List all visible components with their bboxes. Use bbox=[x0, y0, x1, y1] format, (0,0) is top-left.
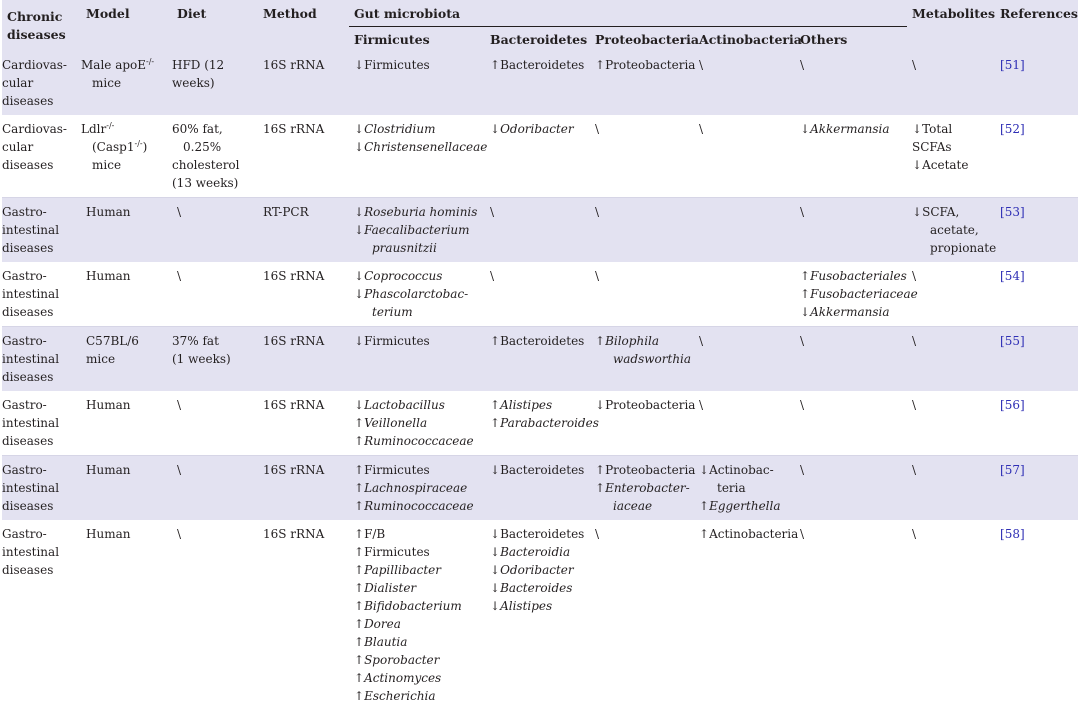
cell-actinobacteria: \ bbox=[694, 327, 795, 392]
cell-others: \ bbox=[795, 198, 907, 263]
cell-metabolites: ↓Total SCFAs ↓Acetate bbox=[907, 115, 995, 198]
cell-reference bbox=[995, 198, 1078, 263]
cell-model: Human bbox=[81, 391, 172, 456]
reference-link[interactable]: [54] bbox=[1000, 269, 1025, 283]
cell-method: 16S rRNA bbox=[258, 262, 349, 327]
cell-firmicutes: ↑Firmicutes ↑Lachnospiraceae ↑Ruminococcaceae bbox=[349, 456, 485, 521]
cell-disease: Gastro- intestinal diseases bbox=[2, 456, 81, 521]
header-actinobacteria: Actinobacteria bbox=[694, 27, 795, 52]
cell-diet: \ bbox=[172, 198, 258, 263]
cell-proteobacteria: ↑Bilophila wadsworthia bbox=[590, 327, 694, 392]
cell-method: 16S rRNA bbox=[258, 327, 349, 392]
cell-metabolites: \ bbox=[907, 456, 995, 521]
cell-proteobacteria: \ bbox=[590, 198, 694, 263]
cell-proteobacteria: \ bbox=[590, 262, 694, 327]
table-row bbox=[2, 262, 1078, 327]
header-method: Method bbox=[258, 0, 349, 51]
reference-link[interactable]: [53] bbox=[1000, 205, 1025, 219]
cell-reference bbox=[995, 327, 1078, 392]
table-row bbox=[2, 456, 1078, 521]
cell-firmicutes: ↑F/B ↑Firmicutes ↑Papillibacter ↑Dialister ↑Bifidobacterium ↑Dorea ↑Blautia ↑Sporobacter ↑Actinomyces ↑Escherichia bbox=[349, 520, 485, 710]
cell-others: ↓Akkermansia bbox=[795, 115, 907, 198]
cell-others: \ bbox=[795, 391, 907, 456]
header-chronic-diseases: Chronic diseases bbox=[2, 0, 81, 51]
cell-reference bbox=[995, 51, 1078, 115]
header-metabolites: Metabolites bbox=[907, 0, 995, 51]
cell-reference bbox=[995, 391, 1078, 456]
cell-firmicutes: ↓Lactobacillus ↑Veillonella ↑Ruminococcaceae bbox=[349, 391, 485, 456]
cell-method: 16S rRNA bbox=[258, 115, 349, 198]
header-diet: Diet bbox=[172, 0, 258, 51]
cell-proteobacteria: ↑Proteobacteria bbox=[590, 51, 694, 115]
cell-method: 16S rRNA bbox=[258, 391, 349, 456]
cell-firmicutes: ↓Firmicutes bbox=[349, 51, 485, 115]
cell-proteobacteria: ↑Proteobacteria ↑Enterobacter- iaceae bbox=[590, 456, 694, 521]
header-others: Others bbox=[795, 27, 907, 52]
cell-bacteroidetes: ↓Bacteroidetes bbox=[485, 456, 590, 521]
cell-diet: \ bbox=[172, 456, 258, 521]
cell-method: 16S rRNA bbox=[258, 51, 349, 115]
table-header bbox=[2, 0, 1078, 51]
cell-model: C57BL/6 mice bbox=[81, 327, 172, 392]
cell-metabolites: \ bbox=[907, 262, 995, 327]
cell-metabolites: \ bbox=[907, 520, 995, 710]
cell-metabolites: \ bbox=[907, 51, 995, 115]
cell-actinobacteria: \ bbox=[694, 391, 795, 456]
table-row bbox=[2, 391, 1078, 456]
cell-others: \ bbox=[795, 456, 907, 521]
reference-link[interactable]: [56] bbox=[1000, 398, 1025, 412]
cell-firmicutes: ↓Clostridium ↓Christensenellaceae bbox=[349, 115, 485, 198]
header-model: Model bbox=[81, 0, 172, 51]
cell-firmicutes: ↓Coprococcus ↓Phascolarctobac- terium bbox=[349, 262, 485, 327]
cell-proteobacteria: \ bbox=[590, 520, 694, 710]
cell-disease: Gastro- intestinal diseases bbox=[2, 327, 81, 392]
reference-link[interactable]: [57] bbox=[1000, 463, 1025, 477]
cell-bacteroidetes: \ bbox=[485, 198, 590, 263]
cell-bacteroidetes: ↑Alistipes ↑Parabacteroides bbox=[485, 391, 590, 456]
cell-model: Human bbox=[81, 520, 172, 710]
table-row bbox=[2, 51, 1078, 115]
table-row bbox=[2, 198, 1078, 263]
reference-link[interactable]: [58] bbox=[1000, 527, 1025, 541]
header-gut-microbiota: Gut microbiota bbox=[349, 0, 907, 27]
table-row bbox=[2, 115, 1078, 198]
cell-method: 16S rRNA bbox=[258, 456, 349, 521]
cell-model: Male apoE-/- mice bbox=[81, 51, 172, 115]
cell-bacteroidetes: ↓Bacteroidetes ↓Bacteroidia ↓Odoribacter ↓Bacteroides ↓Alistipes bbox=[485, 520, 590, 710]
cell-method: RT-PCR bbox=[258, 198, 349, 263]
cell-actinobacteria bbox=[694, 262, 795, 327]
cell-firmicutes: ↓Firmicutes bbox=[349, 327, 485, 392]
reference-link[interactable]: [51] bbox=[1000, 58, 1025, 72]
cell-others: \ bbox=[795, 51, 907, 115]
cell-bacteroidetes: ↑Bacteroidetes bbox=[485, 327, 590, 392]
cell-bacteroidetes: ↑Bacteroidetes bbox=[485, 51, 590, 115]
cell-disease: Gastro- intestinal diseases bbox=[2, 520, 81, 710]
cell-disease: Cardiovas- cular diseases bbox=[2, 51, 81, 115]
cell-disease: Gastro- intestinal diseases bbox=[2, 198, 81, 263]
cell-diet: \ bbox=[172, 262, 258, 327]
header-firmicutes: Firmicutes bbox=[349, 27, 485, 52]
cell-proteobacteria: \ bbox=[590, 115, 694, 198]
cell-metabolites: \ bbox=[907, 391, 995, 456]
cell-others: ↑Fusobacteriales ↑Fusobacteriaceae ↓Akkermansia bbox=[795, 262, 907, 327]
cell-firmicutes: ↓Roseburia hominis ↓Faecalibacterium prausnitzii bbox=[349, 198, 485, 263]
cell-model: Ldlr-/- (Casp1-/-) mice bbox=[81, 115, 172, 198]
cell-others: \ bbox=[795, 327, 907, 392]
reference-link[interactable]: [52] bbox=[1000, 122, 1025, 136]
cell-diet: \ bbox=[172, 391, 258, 456]
table-row bbox=[2, 327, 1078, 392]
cell-reference bbox=[995, 456, 1078, 521]
table-row bbox=[2, 520, 1078, 710]
cell-others: \ bbox=[795, 520, 907, 710]
microbiota-table bbox=[2, 0, 1078, 710]
reference-link[interactable]: [55] bbox=[1000, 334, 1025, 348]
cell-method: 16S rRNA bbox=[258, 520, 349, 710]
cell-actinobacteria: \ bbox=[694, 115, 795, 198]
cell-actinobacteria bbox=[694, 198, 795, 263]
cell-disease: Gastro- intestinal diseases bbox=[2, 262, 81, 327]
cell-reference bbox=[995, 262, 1078, 327]
cell-actinobacteria: \ bbox=[694, 51, 795, 115]
header-bacteroidetes: Bacteroidetes bbox=[485, 27, 590, 52]
cell-bacteroidetes: \ bbox=[485, 262, 590, 327]
cell-diet: 37% fat (1 weeks) bbox=[172, 327, 258, 392]
cell-diet: 60% fat, 0.25% cholesterol (13 weeks) bbox=[172, 115, 258, 198]
cell-diet: \ bbox=[172, 520, 258, 710]
cell-actinobacteria: ↓Actinobac- teria ↑Eggerthella bbox=[694, 456, 795, 521]
cell-metabolites: \ bbox=[907, 327, 995, 392]
cell-disease: Cardiovas- cular diseases bbox=[2, 115, 81, 198]
header-references: References bbox=[995, 0, 1078, 51]
cell-proteobacteria: ↓Proteobacteria bbox=[590, 391, 694, 456]
cell-model: Human bbox=[81, 198, 172, 263]
cell-reference bbox=[995, 115, 1078, 198]
cell-metabolites: ↓SCFA, acetate, propionate bbox=[907, 198, 995, 263]
cell-diet: HFD (12 weeks) bbox=[172, 51, 258, 115]
cell-model: Human bbox=[81, 456, 172, 521]
header-proteobacteria: Proteobacteria bbox=[590, 27, 694, 52]
cell-disease: Gastro- intestinal diseases bbox=[2, 391, 81, 456]
cell-model: Human bbox=[81, 262, 172, 327]
cell-reference bbox=[995, 520, 1078, 710]
cell-actinobacteria: ↑Actinobacteria bbox=[694, 520, 795, 710]
cell-bacteroidetes: ↓Odoribacter bbox=[485, 115, 590, 198]
